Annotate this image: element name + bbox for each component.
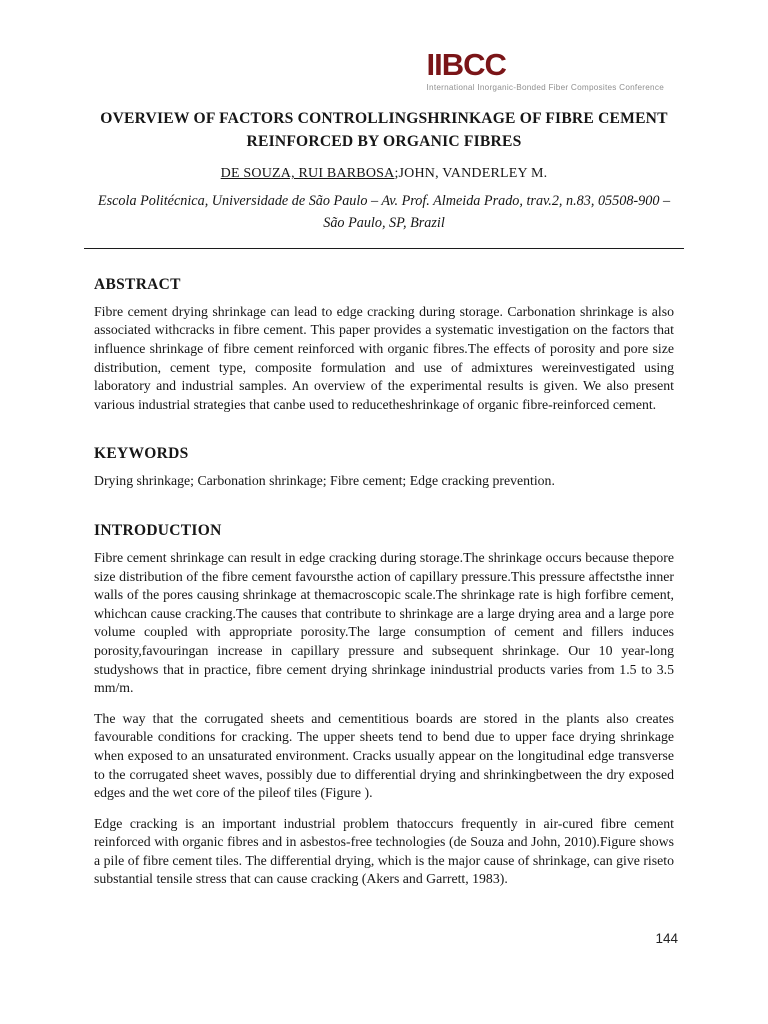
keywords-heading: KEYWORDS (94, 445, 189, 463)
affiliation-line: Escola Politécnica, Universidade de São Paulo – Av. Prof. Almeida Prado, trav.2, n.83, 05508-900 – São Paulo, SP, Brazil (97, 193, 671, 231)
header-divider (84, 248, 684, 249)
abstract-heading: ABSTRACT (94, 275, 181, 293)
introduction-heading: INTRODUCTION (94, 521, 222, 539)
author-name-rest: ;JOHN, VANDERLEY M. (394, 166, 548, 182)
logo-tagline: International Inorganic-Bonded Fiber Composites Conference (426, 83, 664, 92)
keywords-text: Drying shrinkage; Carbonation shrinkage; Fibre cement; Edge cracking prevention. (94, 473, 555, 489)
authors-line (94, 166, 674, 182)
iibcc-logo-wordmark: IIBCC (426, 47, 506, 82)
page-number: 144 (655, 931, 678, 946)
introduction-paragraph: The way that the corrugated sheets and cementitious boards are stored in the plants also creates favourable conditions for cracking. The upper sheets tend to bend due to upper face drying shrinkage when exposed to an unsaturated environment. Cracks usually appear on the longitudinal edge transverse to the corrugated sheet waves, possibly due to differential drying and shrinkingbetween the dry exposed edges and the wet core of the pileof tiles (Figure ). (94, 710, 674, 801)
paper-title: OVERVIEW OF FACTORS CONTROLLINGSHRINKAGE OF FIBRE CEMENT REINFORCED BY ORGANIC FIBRES (100, 110, 668, 150)
introduction-paragraph: Fibre cement shrinkage can result in edge cracking during storage.The shrinkage occurs because thepore size distribution of the fibre cement favoursthe action of capillary pressure.This pressure affectsthe inner walls of the pores causing shrinkage at themacroscopic scale.The shrinkage rate is high forfibre cement, whichcan cause cracking.The causes that contribute to shrinkage are a large drying area and a large pore volume coupled with appropriate porosity.The large consumption of cement and fillers induces porosity,favouringan increase in capillary pressure and subsequent shrinkage. Our 10 year-long studyshows that in practice, fibre cement drying shrinkage inindustrial products varies from 1.5 to 3.5 mm/m. (94, 549, 674, 696)
conference-logo (426, 47, 664, 92)
abstract-text: Fibre cement drying shrinkage can lead to edge cracking during storage. Carbonation shrinkage is also associated withcracks in fibre cement. This paper provides a systematic investigation on the factors that influence shrinkage of fibre cement reinforced with organic fibres.The effects of porosity and pore size distribution, cement type, composite formulation and use of admixtures wereinvestigated using laboratory and industrial samples. An overview of the experimental results is given. We also present various industrial strategies that canbe used to reducetheshrinkage of organic fibre-reinforced cement. (94, 303, 674, 412)
introduction-paragraph: Edge cracking is an important industrial problem thatoccurs frequently in air-cured fibre cement reinforced with organic fibres and in asbestos-free technologies (de Souza and John, 2010).Figure shows a pile of fibre cement tiles. The differential drying, which is the major cause of shrinkage, can give riseto substantial tensile stress that can cause cracking (Akers and Garrett, 1983). (94, 815, 674, 887)
author-name-underlined: DE SOUZA, RUI BARBOSA (220, 166, 395, 182)
